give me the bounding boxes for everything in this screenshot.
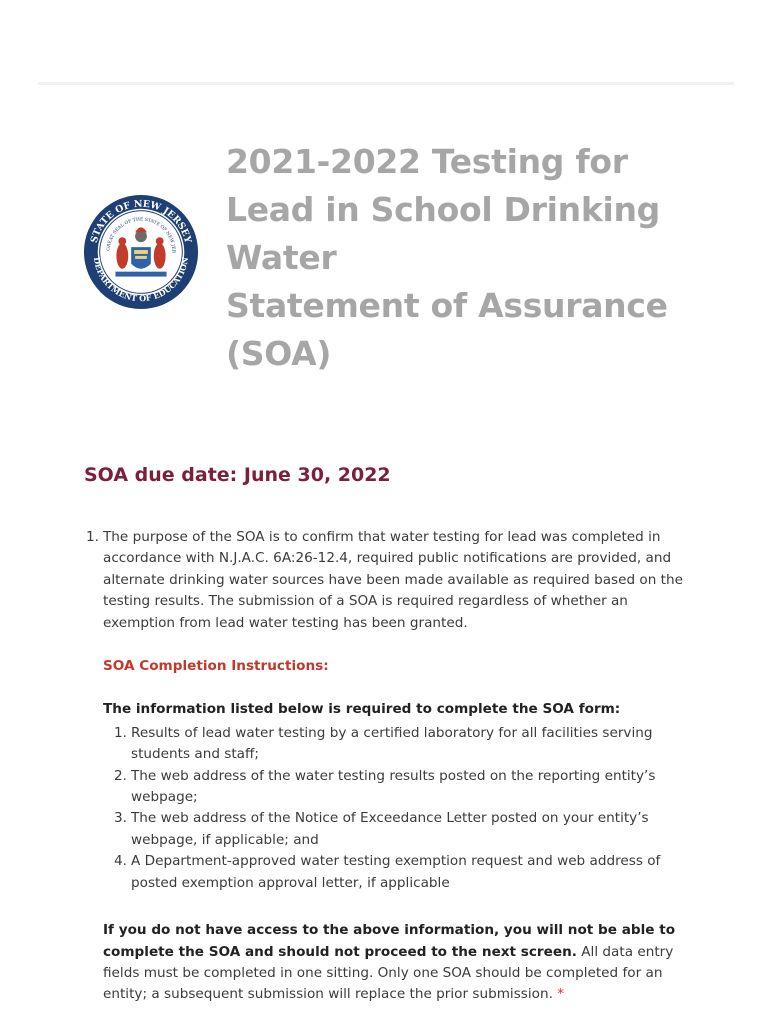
title-line-4: Statement of Assurance: [226, 286, 668, 325]
list-item-number: 4.: [114, 853, 127, 870]
list-item: [114, 766, 696, 809]
list-item-number: 3.: [114, 810, 127, 827]
list-item-text: The web address of the water testing results posted on the reporting entity’s webpage;: [131, 767, 656, 806]
seal-top-text: STATE OF NEW JERSEY: [88, 198, 194, 245]
list-item-number: 1.: [114, 724, 127, 741]
purpose-paragraph: [86, 527, 696, 634]
form-description: [86, 527, 696, 1006]
purpose-number: 1.: [86, 529, 99, 545]
warning-text: All data entry fields must be completed in one sitting. Only one SOA should be completed for an entity; a subsequent submission will replace the prior submission.: [103, 943, 674, 1003]
list-item-text: A Department-approved water testing exemption request and web address of posted exemption approval letter, if applicable: [131, 853, 661, 891]
title-line-1: 2021-2022 Testing for: [226, 142, 628, 181]
list-item-text: Results of lead water testing by a certified laboratory for all facilities serving students and staff;: [131, 724, 653, 763]
list-item: [114, 723, 696, 766]
instructions-heading: SOA Completion Instructions:: [103, 658, 329, 675]
required-marker: *: [557, 986, 565, 1003]
seal-inner-text: GREAT SEAL OF THE STATE OF NEW JER: [106, 217, 176, 254]
purpose-text: The purpose of the SOA is to confirm that water testing for lead was completed in accordance with N.J.A.C. 6A:26-12.4, required public notifications are provided, and alternate drinking water sources have been made available as required based on the testing results. The submission of a SOA is required regardless of whether an exemption from lead water testing has been granted.: [103, 529, 683, 631]
title-line-2: Lead in School Drinking: [226, 190, 660, 229]
list-item: [114, 808, 696, 851]
list-item-text: The web address of the Notice of Exceedance Letter posted on your entity’s webpage, if applicable; and: [131, 810, 649, 848]
warning-bold-text: If you do not have access to the above information, you will not be able to complete the SOA and should not proceed to the next screen.: [103, 922, 676, 960]
requirements-list: [86, 723, 696, 894]
list-item-number: 2.: [114, 767, 127, 784]
due-date-heading: SOA due date: June 30, 2022: [84, 464, 391, 486]
required-info-heading: The information listed below is required to complete the SOA form:: [103, 701, 621, 718]
page-title: [226, 138, 696, 378]
list-item: [114, 851, 696, 894]
warning-paragraph: [103, 920, 696, 1006]
top-divider: [38, 82, 734, 85]
nj-department-of-education-seal-icon: [82, 193, 200, 311]
seal-bottom-text: DEPARTMENT OF EDUCATION: [91, 256, 191, 304]
title-line-3: Water: [226, 238, 337, 277]
title-line-5: (SOA): [226, 334, 332, 373]
